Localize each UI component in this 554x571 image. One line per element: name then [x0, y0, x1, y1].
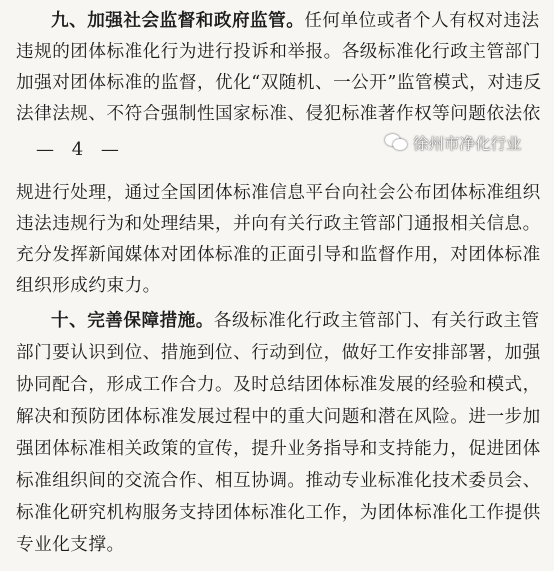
text-line: 违规的团体标准化行为进行投诉和举报。各级标准化行政主管部门: [16, 42, 541, 62]
wechat-icon: [385, 133, 409, 153]
text-line: 标准组织间的交流合作、相互协调。推动专业标准化技术委员会、: [16, 471, 541, 491]
text-line: 协同配合，形成工作合力。及时总结团体标准发展的经验和模式，: [16, 375, 541, 395]
text-line: 标准化研究机构服务支持团体标准化工作，为团体标准化工作提供: [16, 503, 541, 523]
text-line: 组织形成约束力。: [16, 276, 161, 296]
watermark: [385, 128, 522, 158]
text-line: 规进行处理，通过全国团体标准信息平台向社会公布团体标准组织: [16, 183, 541, 203]
text-line: 充分发挥新闻媒体对团体标准的正面引导和监督作用，对团体标准: [16, 245, 541, 265]
text-line: 强团体标准相关政策的宣传，提升业务指导和支持能力，促进团体: [16, 439, 541, 459]
paragraph-ten-heading-line: [51, 306, 542, 336]
text-line: 加强对团体标准的监督，优化“双随机、一公开”监管模式，对违反: [16, 73, 542, 93]
watermark-text: 徐州市净化行业: [413, 135, 522, 153]
section-ten-heading: 十、完善保障措施。: [51, 311, 214, 331]
text-line: 违法违规行为和处理结果，并向有关行政主管部门通报相关信息。: [16, 214, 541, 234]
text-line: 专业化支撑。: [16, 535, 125, 555]
text-line: 部门要认识到位、措施到位、行动到位，做好工作安排部署，加强: [16, 343, 541, 363]
text-line: 任何单位或者个人有权对违法: [304, 11, 540, 31]
text-line: 法律法规、不符合强制性国家标准、侵犯标准著作权等问题依法依: [16, 104, 541, 124]
text-line: 解决和预防团体标准发展过程中的重大问题和潜在风险。进一步加: [16, 407, 541, 427]
text-line: 各级标准化行政主管部门、有关行政主管: [213, 311, 540, 331]
paragraph-nine-heading-line: [51, 6, 542, 36]
page-number: — 4 —: [36, 139, 125, 160]
section-nine-heading: 九、加强社会监督和政府监管。: [51, 11, 305, 31]
